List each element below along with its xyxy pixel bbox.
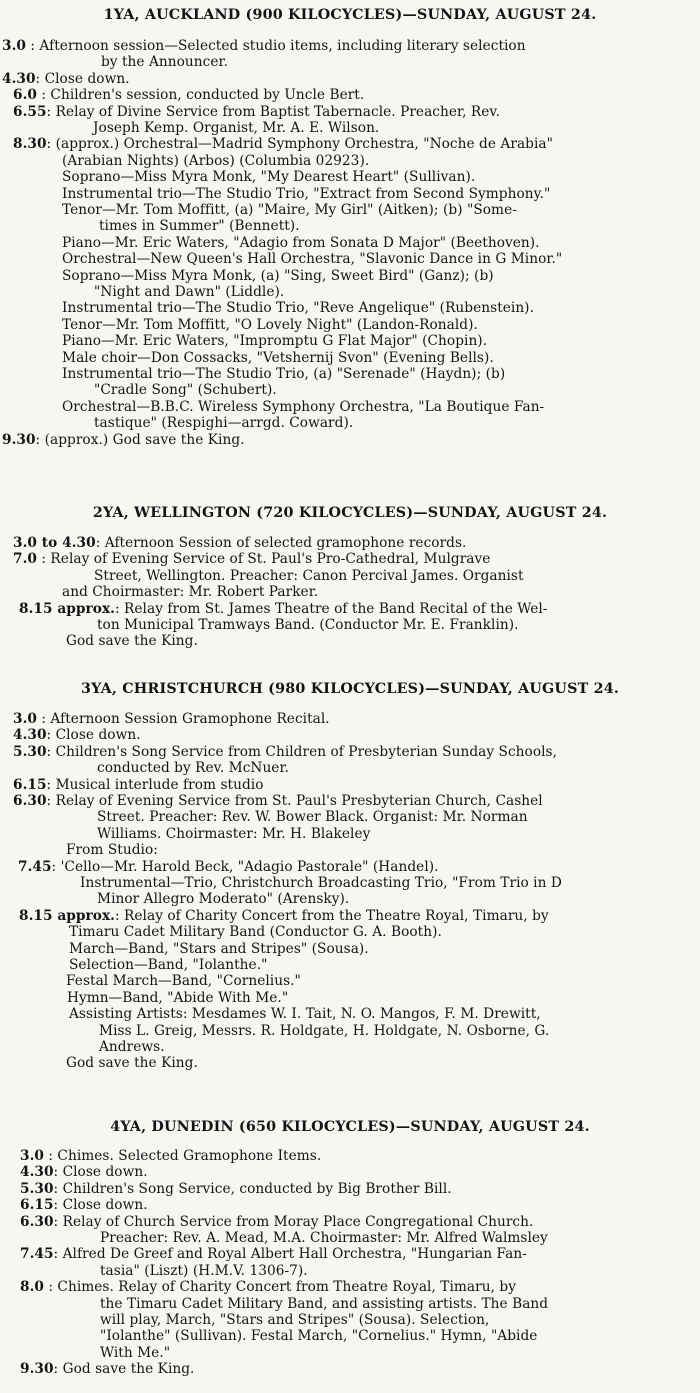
- program-time: 8.15 approx.: [19, 600, 115, 617]
- program-line: [69, 924, 442, 940]
- program-text: : (approx.) Orchestral—Madrid Symphony Orchestra, "Noche de Arabia": [46, 136, 553, 153]
- program-time: 6.30: [13, 793, 47, 809]
- program-line: [2, 71, 130, 87]
- program-line: [19, 908, 549, 924]
- program-time: 6.30: [20, 1213, 54, 1230]
- program-line: [13, 535, 466, 551]
- program-line: [97, 891, 349, 907]
- program-line: [20, 1164, 148, 1180]
- program-text: : Close down.: [53, 1164, 148, 1181]
- program-line: [13, 711, 330, 727]
- program-line: [100, 1345, 170, 1361]
- section-heading: 3YA, CHRISTCHURCH (980 KILOCYCLES)—SUNDAY, AUGUST 24.: [80, 681, 620, 697]
- program-line: [62, 350, 494, 366]
- program-time: 5.30: [20, 1180, 54, 1197]
- program-line: [62, 153, 369, 169]
- program-text: "Night and Dawn" (Liddle).: [94, 284, 285, 300]
- program-text: Festal March—Band, "Cornelius.": [66, 973, 301, 990]
- program-text: the Timaru Cadet Military Band, and assisting artists. The Band: [100, 1295, 549, 1312]
- program-text: Tenor—Mr. Tom Moffitt, "O Lovely Night" (Landon-Ronald).: [62, 316, 478, 333]
- program-text: : Relay of Divine Service from Baptist Tabernacle. Preacher, Rev.: [46, 103, 500, 120]
- program-text: : Relay of Evening Service of St. Paul's Pro-Cathedral, Mulgrave: [36, 551, 491, 568]
- program-line: [13, 744, 557, 760]
- program-time: 9.30: [2, 431, 36, 448]
- program-line: [101, 54, 228, 70]
- program-text: : (approx.) God save the King.: [35, 431, 245, 448]
- program-text: will play, March, "Stars and Stripes" (Sousa). Selection,: [100, 1312, 490, 1328]
- program-time: 9.30: [20, 1361, 54, 1378]
- program-text: Hymn—Band, "Abide With Me.": [67, 989, 289, 1006]
- program-text: : Relay from St. James Theatre of the Band Recital of the Wel-: [114, 600, 548, 617]
- program-line: [66, 842, 158, 858]
- program-text: : Alfred De Greef and Royal Albert Hall Orchestra, "Hungarian Fan-: [53, 1246, 527, 1263]
- program-line: [94, 568, 524, 584]
- program-line: [100, 1312, 489, 1328]
- program-text: "Cradle Song" (Schubert).: [94, 382, 277, 399]
- program-text: Timaru Cadet Military Band (Conductor G. A. Booth).: [69, 924, 442, 941]
- program-line: [97, 826, 370, 842]
- program-text: : Chimes. Relay of Charity Concert from Theatre Royal, Timaru, by: [43, 1279, 516, 1296]
- program-text: Preacher: Rev. A. Mead, M.A. Choirmaster: Mr. Alfred Walmsley: [100, 1230, 548, 1246]
- program-text: Street, Wellington. Preacher: Canon Percival James. Organist: [94, 567, 524, 584]
- program-line: [13, 104, 500, 120]
- program-time: 3.0 to 4.30: [13, 535, 96, 551]
- program-text: : Relay of Church Service from Moray Place Congregational Church.: [53, 1213, 534, 1230]
- program-line: [62, 186, 550, 202]
- program-text: Tenor—Mr. Tom Moffitt, (a) "Maire, My Girl" (Aitken); (b) "Some-: [62, 202, 517, 218]
- program-text: Minor Allegro Moderato" (Arensky).: [97, 891, 350, 908]
- program-text: Male choir—Don Cossacks, "Vetshernij Svon" (Evening Bells).: [62, 349, 494, 366]
- program-text: March—Band, "Stars and Stripes" (Sousa).: [69, 940, 369, 957]
- program-line: [20, 1279, 516, 1295]
- program-line: [20, 1214, 533, 1230]
- program-text: conducted by Rev. McNuer.: [97, 760, 289, 777]
- program-text: : Afternoon Session Gramophone Recital.: [36, 711, 330, 727]
- program-line: [69, 1006, 541, 1022]
- program-text: : Chimes. Selected Gramophone Items.: [43, 1148, 322, 1164]
- program-text: Piano—Mr. Eric Waters, "Adagio from Sonata D Major" (Beethoven).: [62, 234, 540, 251]
- program-text: Joseph Kemp. Organist, Mr. A. E. Wilson.: [93, 120, 380, 136]
- program-time: 5.30: [13, 743, 47, 760]
- program-text: : Children's session, conducted by Uncle Bert.: [36, 87, 365, 104]
- program-time: 4.30: [20, 1164, 54, 1181]
- section-heading: 4YA, DUNEDIN (650 KILOCYCLES)—SUNDAY, AUGUST 24.: [110, 1119, 590, 1135]
- program-line: [66, 633, 198, 649]
- program-text: "Iolanthe" (Sullivan). Festal March, "Cornelius." Hymn, "Abide: [100, 1328, 538, 1345]
- program-line: [62, 300, 534, 316]
- program-text: : Musical interlude from studio: [46, 776, 264, 793]
- program-line: [69, 957, 267, 973]
- program-text: : Relay of Charity Concert from the Theatre Royal, Timaru, by: [114, 907, 549, 924]
- program-text: : Afternoon session—Selected studio items, including literary selection: [25, 38, 526, 54]
- program-line: [66, 1055, 198, 1071]
- program-line: [20, 1246, 527, 1262]
- program-line: [62, 235, 540, 251]
- program-time: 7.45: [18, 858, 52, 875]
- program-text: Selection—Band, "Iolanthe.": [69, 957, 268, 973]
- program-line: [66, 973, 301, 989]
- program-line: [62, 399, 544, 415]
- program-text: tastique" (Respighi—arrgd. Coward).: [94, 415, 354, 432]
- program-text: tasia" (Liszt) (H.M.V. 1306-7).: [100, 1262, 308, 1279]
- program-text: God save the King.: [66, 1055, 198, 1072]
- program-line: [100, 1296, 548, 1312]
- program-time: 3.0: [20, 1148, 44, 1164]
- program-time: 4.30: [2, 70, 36, 87]
- program-line: [99, 1023, 549, 1039]
- program-line: [13, 793, 543, 809]
- program-line: [99, 218, 300, 234]
- program-line: [62, 169, 475, 185]
- program-line: [94, 415, 353, 431]
- program-text: Andrews.: [99, 1039, 165, 1055]
- program-line: [94, 284, 284, 300]
- program-time: 6.15: [20, 1197, 54, 1214]
- program-time: 4.30: [13, 727, 47, 744]
- program-time: 6.0: [13, 87, 37, 104]
- program-time: 6.55: [13, 103, 47, 120]
- program-text: Instrumental trio—The Studio Trio, "Extract from Second Symphony.": [62, 185, 551, 202]
- program-text: God save the King.: [66, 633, 198, 650]
- program-line: [13, 727, 141, 743]
- program-line: [93, 120, 379, 136]
- program-line: [19, 601, 548, 617]
- program-line: [67, 990, 288, 1006]
- program-time: 3.0: [13, 711, 37, 727]
- program-line: [20, 1361, 194, 1377]
- section-heading: 2YA, WELLINGTON (720 KILOCYCLES)—SUNDAY, AUGUST 24.: [92, 505, 608, 521]
- program-line: [97, 760, 289, 776]
- program-line: [62, 251, 562, 267]
- program-text: Soprano—Miss Myra Monk, "My Dearest Heart" (Sullivan).: [62, 169, 476, 186]
- program-time: 3.0: [2, 38, 26, 54]
- program-line: [13, 136, 553, 152]
- program-line: [62, 333, 487, 349]
- program-time: 8.30: [13, 136, 47, 153]
- program-line: [13, 551, 490, 567]
- program-line: [62, 268, 494, 284]
- program-line: [2, 432, 245, 448]
- program-text: : God save the King.: [53, 1361, 195, 1378]
- program-line: [20, 1181, 452, 1197]
- program-line: [20, 1148, 321, 1164]
- program-text: : Children's Song Service, conducted by Big Brother Bill.: [53, 1180, 452, 1197]
- program-line: [62, 202, 517, 218]
- program-line: [69, 941, 369, 957]
- program-text: : Close down.: [35, 70, 130, 87]
- program-line: [94, 382, 277, 398]
- program-text: Miss L. Greig, Messrs. R. Holdgate, H. Holdgate, N. Osborne, G.: [99, 1022, 550, 1039]
- program-text: Instrumental trio—The Studio Trio, "Reve Angelique" (Rubenstein).: [62, 300, 534, 317]
- program-text: (Arabian Nights) (Arbos) (Columbia 02923).: [62, 152, 370, 169]
- program-text: Assisting Artists: Mesdames W. I. Tait, N. O. Mangos, F. M. Drewitt,: [69, 1006, 541, 1023]
- program-line: [62, 584, 318, 600]
- program-line: [2, 38, 526, 54]
- program-text: Piano—Mr. Eric Waters, "Impromptu G Flat Major" (Chopin).: [62, 333, 488, 350]
- program-line: [18, 859, 439, 875]
- program-text: : Children's Song Service from Children of Presbyterian Sunday Schools,: [46, 743, 558, 760]
- program-text: From Studio:: [66, 842, 158, 859]
- program-time: 7.45: [20, 1246, 54, 1263]
- program-time: 8.15 approx.: [19, 907, 115, 924]
- program-line: [100, 1328, 537, 1344]
- program-text: : Relay of Evening Service from St. Paul's Presbyterian Church, Cashel: [46, 793, 543, 809]
- program-line: [62, 317, 478, 333]
- program-text: times in Summer" (Bennett).: [99, 218, 300, 235]
- program-text: : Close down.: [46, 727, 141, 744]
- program-line: [97, 809, 528, 825]
- program-text: Orchestral—New Queen's Hall Orchestra, "Slavonic Dance in G Minor.": [62, 251, 563, 268]
- program-line: [62, 366, 505, 382]
- program-text: Instrumental—Trio, Christchurch Broadcasting Trio, "From Trio in D: [80, 875, 562, 891]
- program-line: [100, 1263, 308, 1279]
- program-text: and Choirmaster: Mr. Robert Parker.: [62, 584, 319, 601]
- program-text: Instrumental trio—The Studio Trio, (a) "Serenade" (Haydn); (b): [62, 366, 506, 382]
- program-line: [100, 1230, 548, 1246]
- program-text: Soprano—Miss Myra Monk, (a) "Sing, Sweet Bird" (Ganz); (b): [62, 267, 494, 284]
- program-line: [97, 617, 519, 633]
- program-text: With Me.": [100, 1344, 171, 1361]
- program-text: : Close down.: [53, 1197, 148, 1214]
- program-text: Williams. Choirmaster: Mr. H. Blakeley: [97, 825, 371, 842]
- program-text: Orchestral—B.B.C. Wireless Symphony Orchestra, "La Boutique Fan-: [62, 398, 545, 415]
- program-time: 8.0: [20, 1279, 44, 1296]
- program-line: [13, 777, 264, 793]
- program-time: 6.15: [13, 776, 47, 793]
- program-text: Street. Preacher: Rev. W. Bower Black. Organist: Mr. Norman: [97, 809, 528, 826]
- program-text: : Afternoon Session of selected gramophone records.: [95, 535, 467, 551]
- program-text: ton Municipal Tramways Band. (Conductor Mr. E. Franklin).: [97, 617, 519, 633]
- program-line: [80, 875, 562, 891]
- program-line: [99, 1039, 165, 1055]
- program-line: [20, 1197, 148, 1213]
- program-time: 7.0: [13, 551, 37, 568]
- program-text: by the Announcer.: [101, 54, 229, 71]
- program-text: : 'Cello—Mr. Harold Beck, "Adagio Pastorale" (Handel).: [51, 858, 439, 875]
- section-heading: 1YA, AUCKLAND (900 KILOCYCLES)—SUNDAY, AUGUST 24.: [103, 7, 597, 23]
- program-line: [13, 87, 364, 103]
